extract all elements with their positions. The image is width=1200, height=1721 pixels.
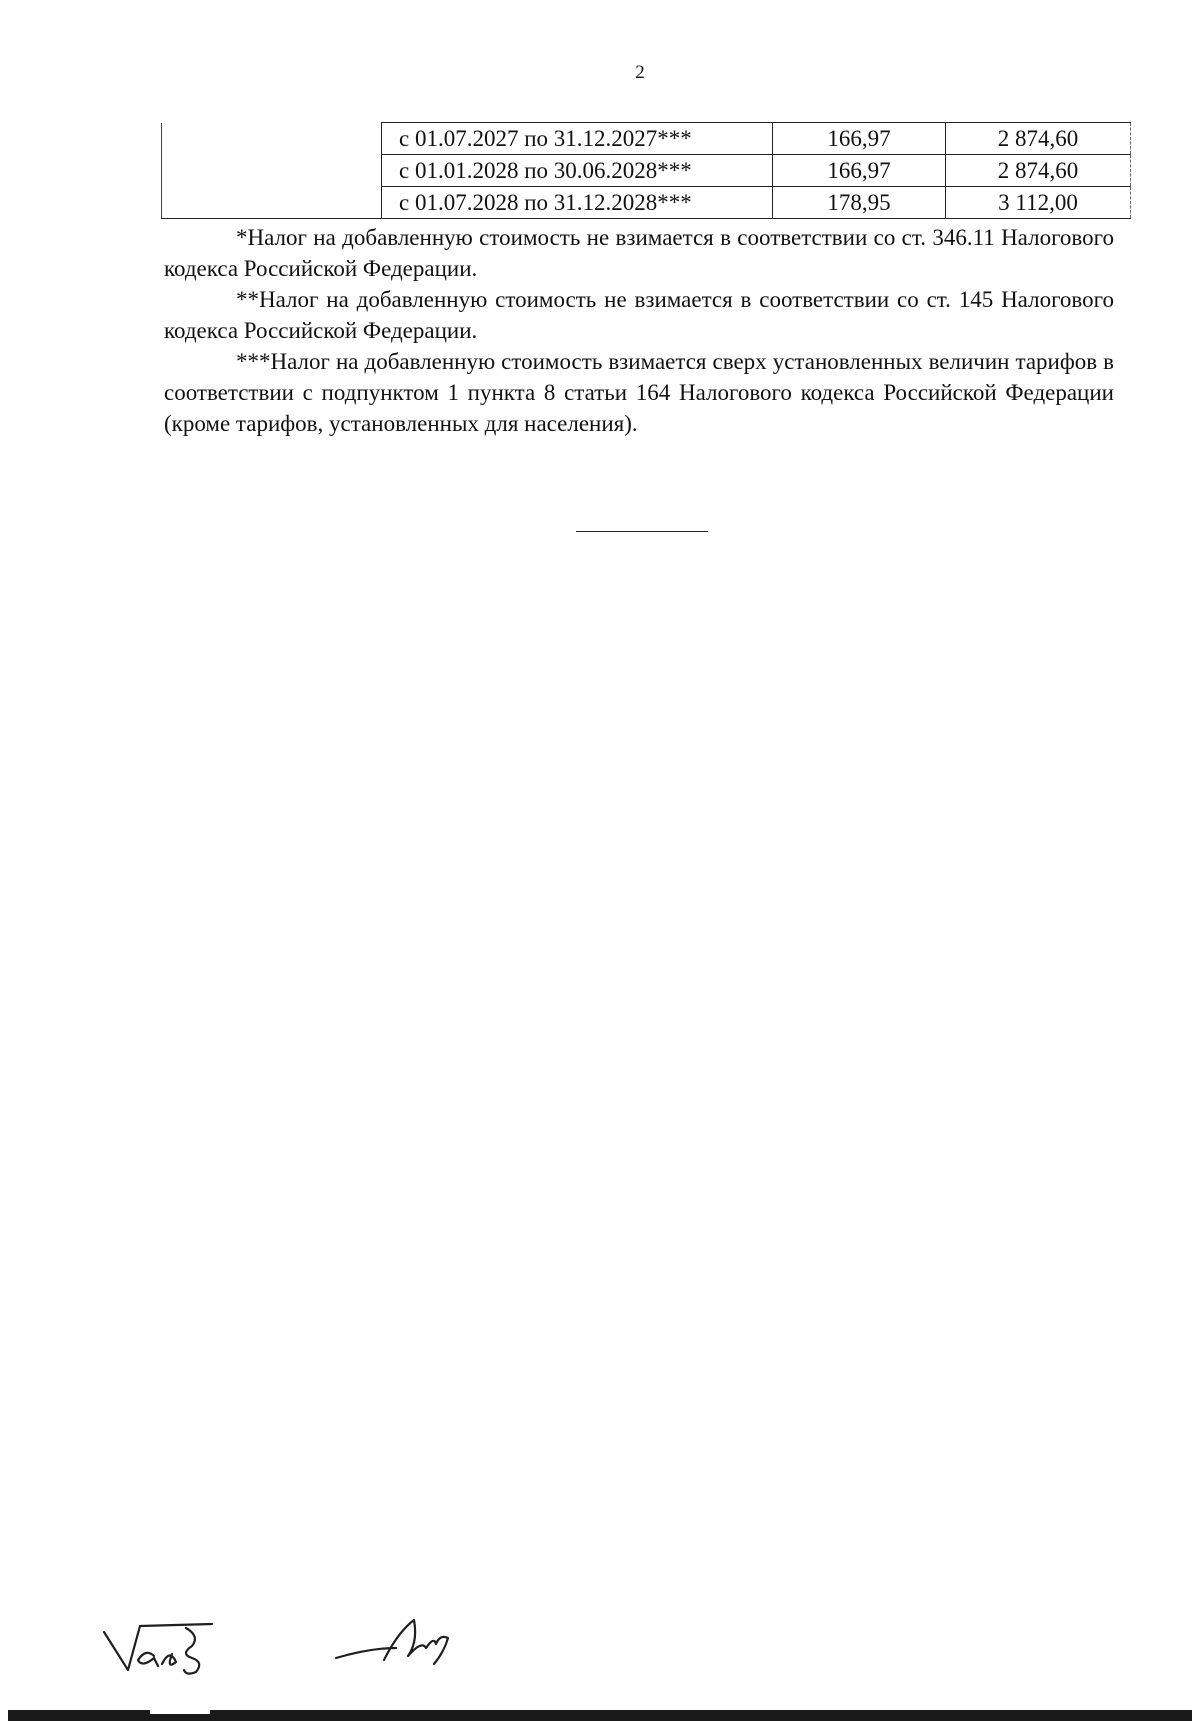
section-divider — [576, 531, 708, 532]
tariff-total-cell: 2 874,60 — [946, 123, 1131, 155]
tariff-value-cell: 166,97 — [773, 123, 946, 155]
empty-left-cell — [162, 123, 382, 219]
period-cell: с 01.07.2028 по 31.12.2028*** — [382, 187, 773, 219]
tariff-value-cell: 166,97 — [773, 155, 946, 187]
footnotes — [164, 222, 1114, 439]
footnote-vat-145: **Налог на добавленную стоимость не взимается в соответствии со ст. 145 Налогового кодекса Российской Федерации. — [164, 287, 1114, 343]
tariff-table — [161, 122, 1131, 219]
tariff-value-cell: 178,95 — [773, 187, 946, 219]
tariff-total-cell: 3 112,00 — [946, 187, 1131, 219]
page-number: 2 — [635, 62, 645, 83]
signature-1-icon — [100, 1612, 270, 1682]
footnote-vat-164: ***Налог на добавленную стоимость взимается сверх установленных величин тарифов в соответствии с подпунктом 1 пункта 8 статьи 164 Налогового кодекса Российской Федерации (кроме тарифов, установленных для населения). — [164, 349, 1114, 436]
tariff-total-cell: 2 874,60 — [946, 155, 1131, 187]
signature-2-icon — [330, 1612, 480, 1672]
table-row — [162, 123, 1131, 155]
period-cell: с 01.07.2027 по 31.12.2027*** — [382, 123, 773, 155]
footnote-vat-346: *Налог на добавленную стоимость не взимается в соответствии со ст. 346.11 Налогового кодекса Российской Федерации. — [164, 225, 1114, 281]
period-cell: с 01.01.2028 по 30.06.2028*** — [382, 155, 773, 187]
scan-edge-gap — [150, 1710, 210, 1714]
